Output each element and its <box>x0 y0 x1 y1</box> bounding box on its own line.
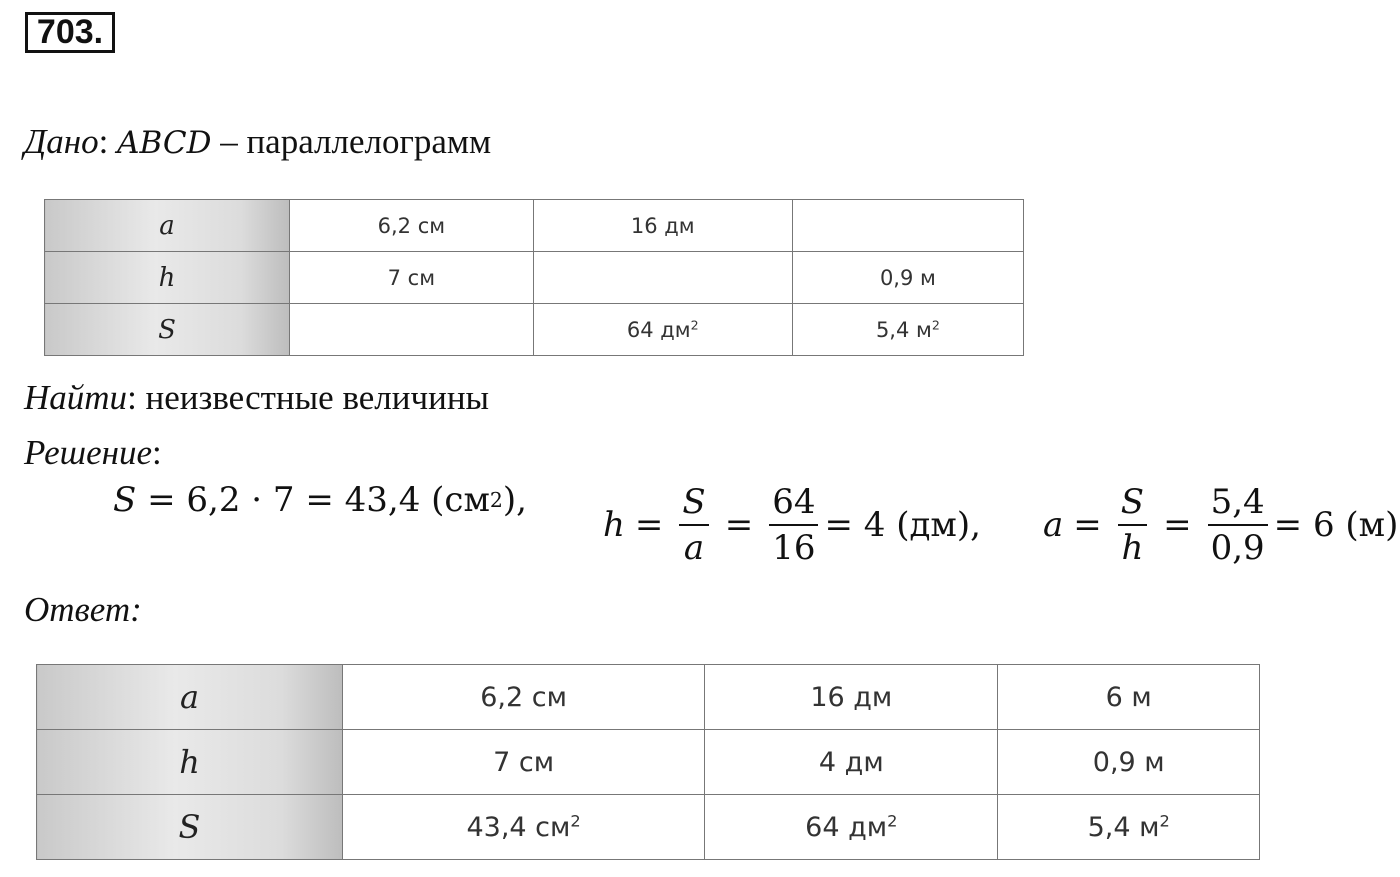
table-cell <box>792 200 1023 252</box>
row-header-s: S <box>45 304 290 356</box>
table-row <box>45 304 1024 356</box>
table-cell: 0,9 м <box>998 730 1260 795</box>
answer-line <box>24 590 142 630</box>
formula-side: a = $\frac{S}{h}$ = $\frac{5,4}{0,9}$ = 6 (м) <box>1043 482 1399 568</box>
table-cell: 16 дм <box>705 665 998 730</box>
formula-expr: = 6,2 · 7 = 43,4 (см <box>147 480 490 520</box>
table-cell: 5,4 $м^2$ <box>792 304 1023 356</box>
formula-var: S <box>113 480 137 520</box>
problem-number: 703. <box>25 12 115 53</box>
table-cell: 64 $дм^2$ <box>705 795 998 860</box>
answer-label: Ответ: <box>24 590 142 629</box>
row-header-a: a <box>45 200 290 252</box>
table-cell: 43,4 $см^2$ <box>343 795 705 860</box>
given-dash: – <box>220 122 238 161</box>
formula-tail: ), <box>502 480 527 520</box>
find-text: : неизвестные величины <box>127 378 490 417</box>
table-cell <box>533 252 792 304</box>
given-colon: : <box>98 122 109 161</box>
table-row <box>37 665 1260 730</box>
answer-table <box>36 664 1260 860</box>
table-row <box>37 795 1260 860</box>
fraction: $\frac{S}{a}$ <box>679 480 708 570</box>
figure-name: ABCD <box>117 125 212 161</box>
table-row <box>45 200 1024 252</box>
solution-colon: : <box>152 433 162 472</box>
table-cell: 6,2 см <box>290 200 534 252</box>
formula-result: = 6 (м) <box>1273 505 1399 545</box>
given-line <box>24 122 491 162</box>
table-cell: 16 дм <box>533 200 792 252</box>
formula-var: a <box>1043 505 1064 545</box>
formula-result: = 4 (дм), <box>824 505 981 545</box>
row-header-h: h <box>37 730 343 795</box>
fraction: $\frac{64}{16}$ <box>769 480 818 570</box>
table-cell: 7 см <box>290 252 534 304</box>
given-text: параллелограмм <box>246 122 492 161</box>
row-header-h: h <box>45 252 290 304</box>
table-cell: 6 м <box>998 665 1260 730</box>
given-label: Дано <box>24 122 99 161</box>
formula-area: S = 6,2 · 7 = 43,4 (см 2 ), <box>113 480 527 520</box>
given-table <box>44 199 1024 356</box>
row-header-a: a <box>37 665 343 730</box>
formula-var: h <box>603 505 625 545</box>
fraction: $\frac{5,4}{0,9}$ <box>1208 480 1268 570</box>
row-header-s: S <box>37 795 343 860</box>
table-cell: 5,4 $м^2$ <box>998 795 1260 860</box>
table-cell: 64 $дм^2$ <box>533 304 792 356</box>
table-cell: 0,9 м <box>792 252 1023 304</box>
table-cell: 4 дм <box>705 730 998 795</box>
table-cell: 6,2 см <box>343 665 705 730</box>
table-row <box>45 252 1024 304</box>
find-line <box>24 378 489 418</box>
solution-label: Решение <box>24 433 153 472</box>
find-label: Найти <box>24 378 128 417</box>
solution-line <box>24 433 162 473</box>
fraction: $\frac{S}{h}$ <box>1118 480 1147 570</box>
table-row <box>37 730 1260 795</box>
table-cell: 7 см <box>343 730 705 795</box>
formula-height: h = $\frac{S}{a}$ = $\frac{64}{16}$ = 4 (дм), <box>603 482 981 568</box>
table-cell <box>290 304 534 356</box>
